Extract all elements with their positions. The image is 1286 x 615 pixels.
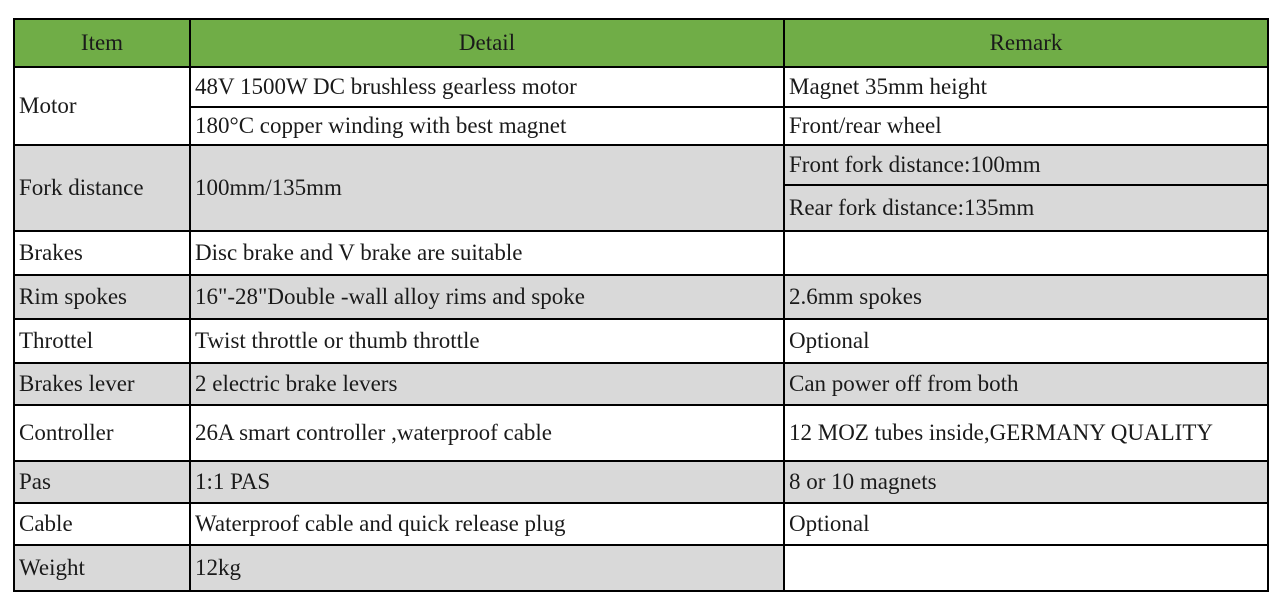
controller-detail: 26A smart controller ,waterproof cable	[190, 405, 784, 461]
table-row-motor-1	[14, 67, 1268, 107]
motor-detail-1: 48V 1500W DC brushless gearless motor	[190, 67, 784, 107]
cable-detail: Waterproof cable and quick release plug	[190, 503, 784, 545]
table-row-brakes	[14, 231, 1268, 275]
table-row-rim-spokes	[14, 275, 1268, 319]
fork-item-cell: Fork distance	[14, 145, 190, 231]
header-item: Item	[14, 19, 190, 67]
weight-remark	[784, 545, 1268, 591]
table-header-row	[14, 19, 1268, 67]
controller-item: Controller	[14, 405, 190, 461]
table-row-motor-2	[14, 107, 1268, 145]
table-row-controller	[14, 405, 1268, 461]
rim-spokes-remark: 2.6mm spokes	[784, 275, 1268, 319]
brakes-remark	[784, 231, 1268, 275]
motor-remark-2: Front/rear wheel	[784, 107, 1268, 145]
brakes-lever-detail: 2 electric brake levers	[190, 363, 784, 405]
spec-table	[13, 18, 1269, 592]
fork-remark-2: Rear fork distance:135mm	[784, 185, 1268, 231]
brakes-lever-remark: Can power off from both	[784, 363, 1268, 405]
header-detail: Detail	[190, 19, 784, 67]
brakes-detail: Disc brake and V brake are suitable	[190, 231, 784, 275]
pas-remark: 8 or 10 magnets	[784, 461, 1268, 503]
table-row-pas	[14, 461, 1268, 503]
pas-detail: 1:1 PAS	[190, 461, 784, 503]
pas-item: Pas	[14, 461, 190, 503]
brakes-lever-item: Brakes lever	[14, 363, 190, 405]
table-row-brakes-lever	[14, 363, 1268, 405]
throttel-remark: Optional	[784, 319, 1268, 363]
controller-remark: 12 MOZ tubes inside,GERMANY QUALITY	[784, 405, 1268, 461]
motor-detail-2: 180°C copper winding with best magnet	[190, 107, 784, 145]
rim-spokes-item: Rim spokes	[14, 275, 190, 319]
weight-detail: 12kg	[190, 545, 784, 591]
cable-remark: Optional	[784, 503, 1268, 545]
cable-item: Cable	[14, 503, 190, 545]
motor-item-cell: Motor	[14, 67, 190, 145]
table-row-throttel	[14, 319, 1268, 363]
fork-remark-1: Front fork distance:100mm	[784, 145, 1268, 185]
fork-detail-cell: 100mm/135mm	[190, 145, 784, 231]
header-remark: Remark	[784, 19, 1268, 67]
rim-spokes-detail: 16"-28"Double -wall alloy rims and spoke	[190, 275, 784, 319]
throttel-detail: Twist throttle or thumb throttle	[190, 319, 784, 363]
throttel-item: Throttel	[14, 319, 190, 363]
table-row-fork-1	[14, 145, 1268, 185]
table-row-cable	[14, 503, 1268, 545]
motor-remark-1: Magnet 35mm height	[784, 67, 1268, 107]
brakes-item: Brakes	[14, 231, 190, 275]
weight-item: Weight	[14, 545, 190, 591]
table-row-weight	[14, 545, 1268, 591]
